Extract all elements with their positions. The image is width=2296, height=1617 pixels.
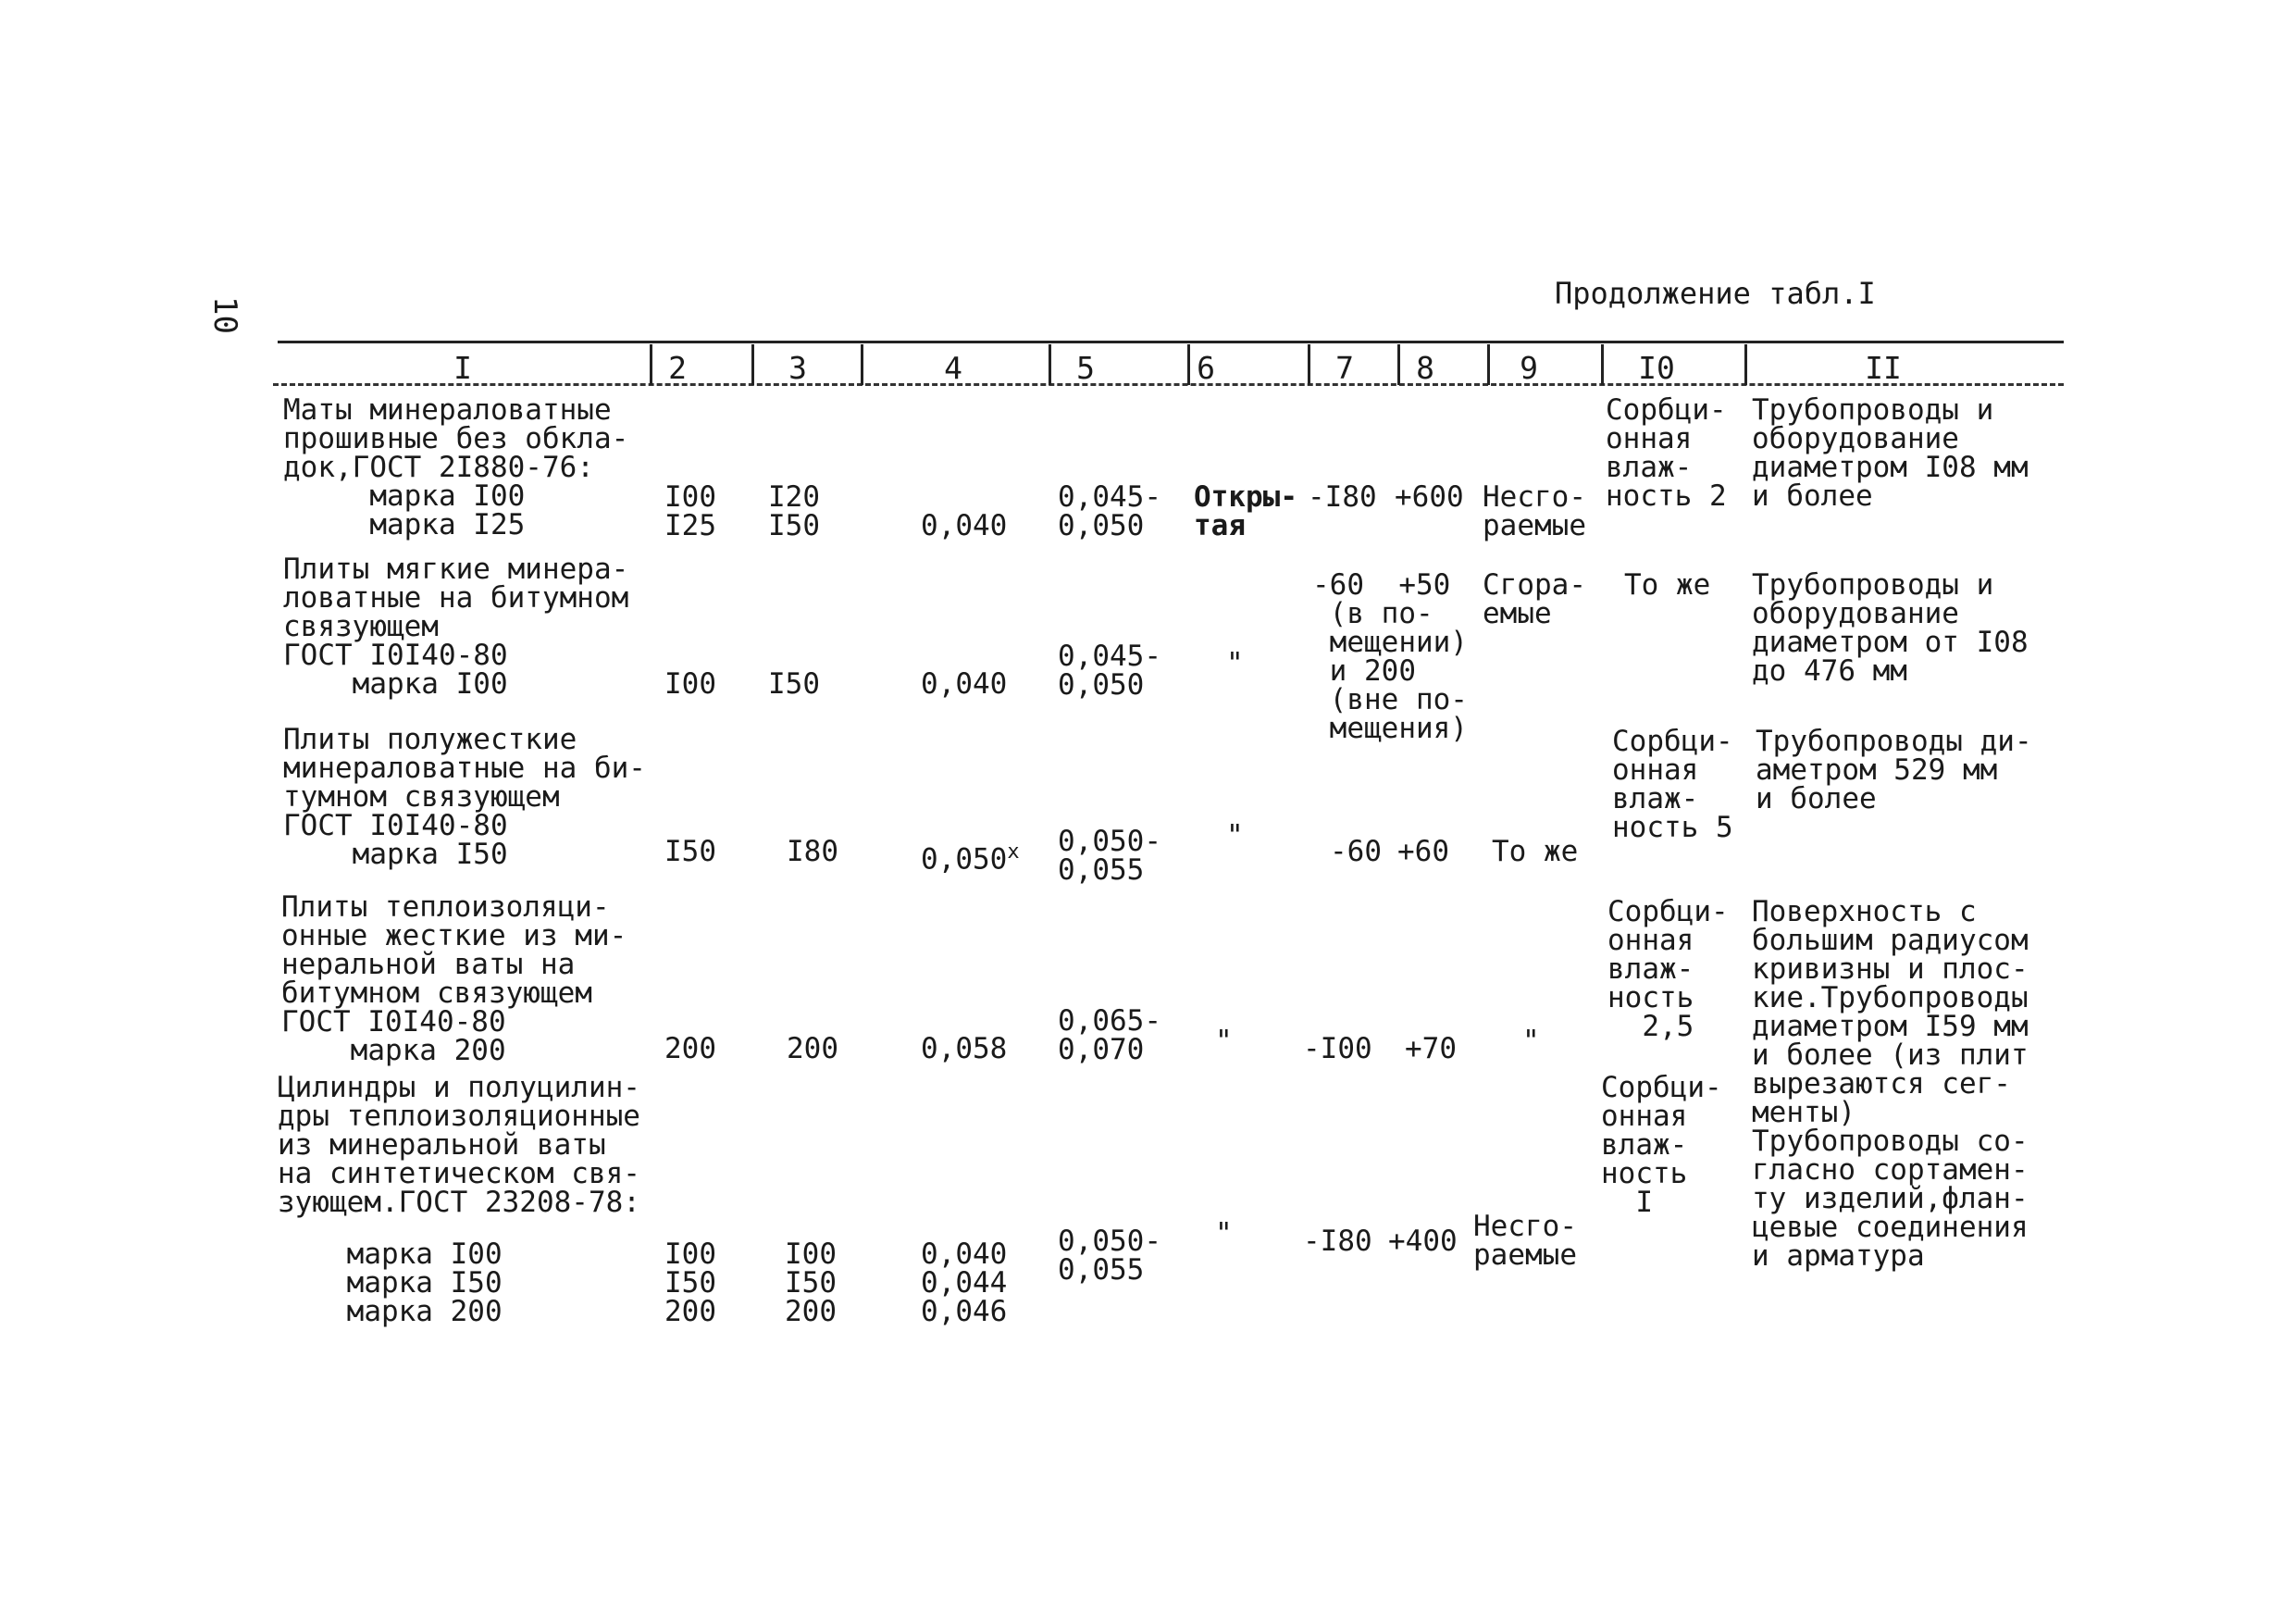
- row-3-col3: I80: [787, 835, 838, 868]
- row-5-sub: марка I00 марка I50 марка 200: [346, 1238, 503, 1328]
- row-4-col9: ": [1522, 1025, 1540, 1058]
- row-4-col8: +70: [1405, 1032, 1457, 1065]
- row-2-name: Плиты мягкие минера- ловатные на битумном связующем ГОСТ I0I40-80 марка I00: [283, 553, 629, 701]
- page-number: 10: [206, 296, 243, 334]
- col-header-10: I0: [1638, 350, 1675, 386]
- row-1-col10: Сорбци- онная влаж- ность 2: [1606, 393, 1727, 513]
- row-3-col7: -60: [1330, 835, 1382, 868]
- col-header-3: 3: [788, 350, 807, 386]
- row-2-col11: Трубопроводы и оборудование диаметром от I08 до 476 мм: [1752, 568, 2029, 688]
- row-2-col5: 0,045- 0,050: [1058, 640, 1161, 702]
- row-1-name: Маты минераловатные прошивные без обкла- док,ГОСТ 2I880-76: марка I00 марка I25: [283, 393, 629, 541]
- row-2-col3: I50: [768, 667, 820, 701]
- col-header-7: 7: [1335, 350, 1354, 386]
- continuation-title: Продолжение табл.I: [1555, 276, 1876, 311]
- col-header-2: 2: [668, 350, 687, 386]
- col-header-5: 5: [1076, 350, 1095, 386]
- row-4-col6: ": [1215, 1025, 1233, 1058]
- row-4-col3: 200: [787, 1032, 838, 1065]
- col-header-6: 6: [1197, 350, 1215, 386]
- row-4-col5: 0,065- 0,070: [1058, 1004, 1161, 1066]
- col-header-4: 4: [944, 350, 962, 386]
- row-5-col2: I00 I50 200: [664, 1238, 716, 1328]
- row-2-col6: ": [1226, 647, 1244, 680]
- row-2-col2: I00: [664, 667, 716, 701]
- row-4-col10: Сорбци- онная влаж- ность 2,5: [1607, 895, 1729, 1043]
- row-2-col7-8: -60 +50 (в по- мещении) и 200 (вне по- мещения): [1312, 568, 1468, 745]
- row-5-col5: 0,050- 0,055: [1058, 1225, 1161, 1287]
- row-2-col10: То же: [1624, 568, 1711, 602]
- row-4-col7: -I00: [1303, 1032, 1372, 1065]
- row-5-name: Цилиндры и полуцилин- дры теплоизоляционные из минеральной ваты на синтетическом свя- зующем.ГОСТ 23208-78:: [278, 1071, 640, 1219]
- row-4-col4: 0,058: [921, 1032, 1008, 1065]
- row-5-col6: ": [1215, 1217, 1233, 1250]
- row-2-col9: Сгора- емые: [1483, 568, 1586, 630]
- footnote-mark: х: [1007, 840, 1020, 864]
- row-4-name: Плиты теплоизоляци- онные жесткие из ми- неральной ваты на битумном связующем ГОСТ I0I40-80 марка 200: [281, 890, 627, 1067]
- row-3-col4-value: 0,050: [921, 842, 1008, 877]
- row-3-col6: ": [1226, 819, 1244, 852]
- header-bottom-rule: [273, 383, 2064, 386]
- row-3-col9: То же: [1492, 835, 1579, 868]
- row-1-col6: Откры- тая: [1194, 480, 1297, 542]
- row-3-col11: Трубопроводы ди- аметром 529 мм и более: [1756, 725, 2032, 815]
- col-header-1: I: [453, 350, 472, 386]
- row-5-col9: Несго- раемые: [1473, 1210, 1577, 1272]
- row-3-name: Плиты полужесткие минераловатные на би- тумном связующем ГОСТ I0I40-80 марка I50: [283, 723, 646, 871]
- row-5-col4: 0,040 0,044 0,046: [921, 1238, 1008, 1328]
- row-5-col10: Сорбци- онная влаж- ность I: [1601, 1071, 1722, 1219]
- row-1-col3: I20 I50: [768, 480, 820, 542]
- row-1-col7: -I80: [1308, 480, 1377, 514]
- row-3-col4: [921, 838, 1020, 877]
- row-1-col2: I00 I25: [664, 480, 716, 542]
- row-1-col5: 0,045- 0,050: [1058, 480, 1161, 542]
- col-header-11: II: [1865, 350, 1902, 386]
- row-1-col8: +600: [1395, 480, 1464, 514]
- row-5-col11: Трубопроводы со- гласно сортамен- ту изделий,флан- цевые соединения и арматура: [1752, 1125, 2029, 1273]
- row-1-col11: Трубопроводы и оборудование диаметром I08 мм и более: [1752, 393, 2029, 513]
- col-header-8: 8: [1416, 350, 1434, 386]
- row-2-col4: 0,040: [921, 667, 1008, 701]
- col-header-9: 9: [1520, 350, 1538, 386]
- row-3-col5: 0,050- 0,055: [1058, 825, 1161, 887]
- row-4-col11: Поверхность с большим радиусом кривизны и плос- кие.Трубопроводы диаметром I59 мм и более (из плит вырезаются сег- менты): [1752, 895, 2029, 1129]
- row-5-col3: I00 I50 200: [785, 1238, 837, 1328]
- row-1-col4: 0,040: [921, 509, 1008, 542]
- row-5-col8: +400: [1388, 1225, 1458, 1258]
- row-3-col2: I50: [664, 835, 716, 868]
- row-3-col8: +60: [1397, 835, 1449, 868]
- row-5-col7: -I80: [1303, 1225, 1372, 1258]
- table-top-rule: [278, 341, 2064, 343]
- row-1-col9: Несго- раемые: [1483, 480, 1586, 542]
- row-3-col10: Сорбци- онная влаж- ность 5: [1612, 725, 1733, 844]
- row-4-col2: 200: [664, 1032, 716, 1065]
